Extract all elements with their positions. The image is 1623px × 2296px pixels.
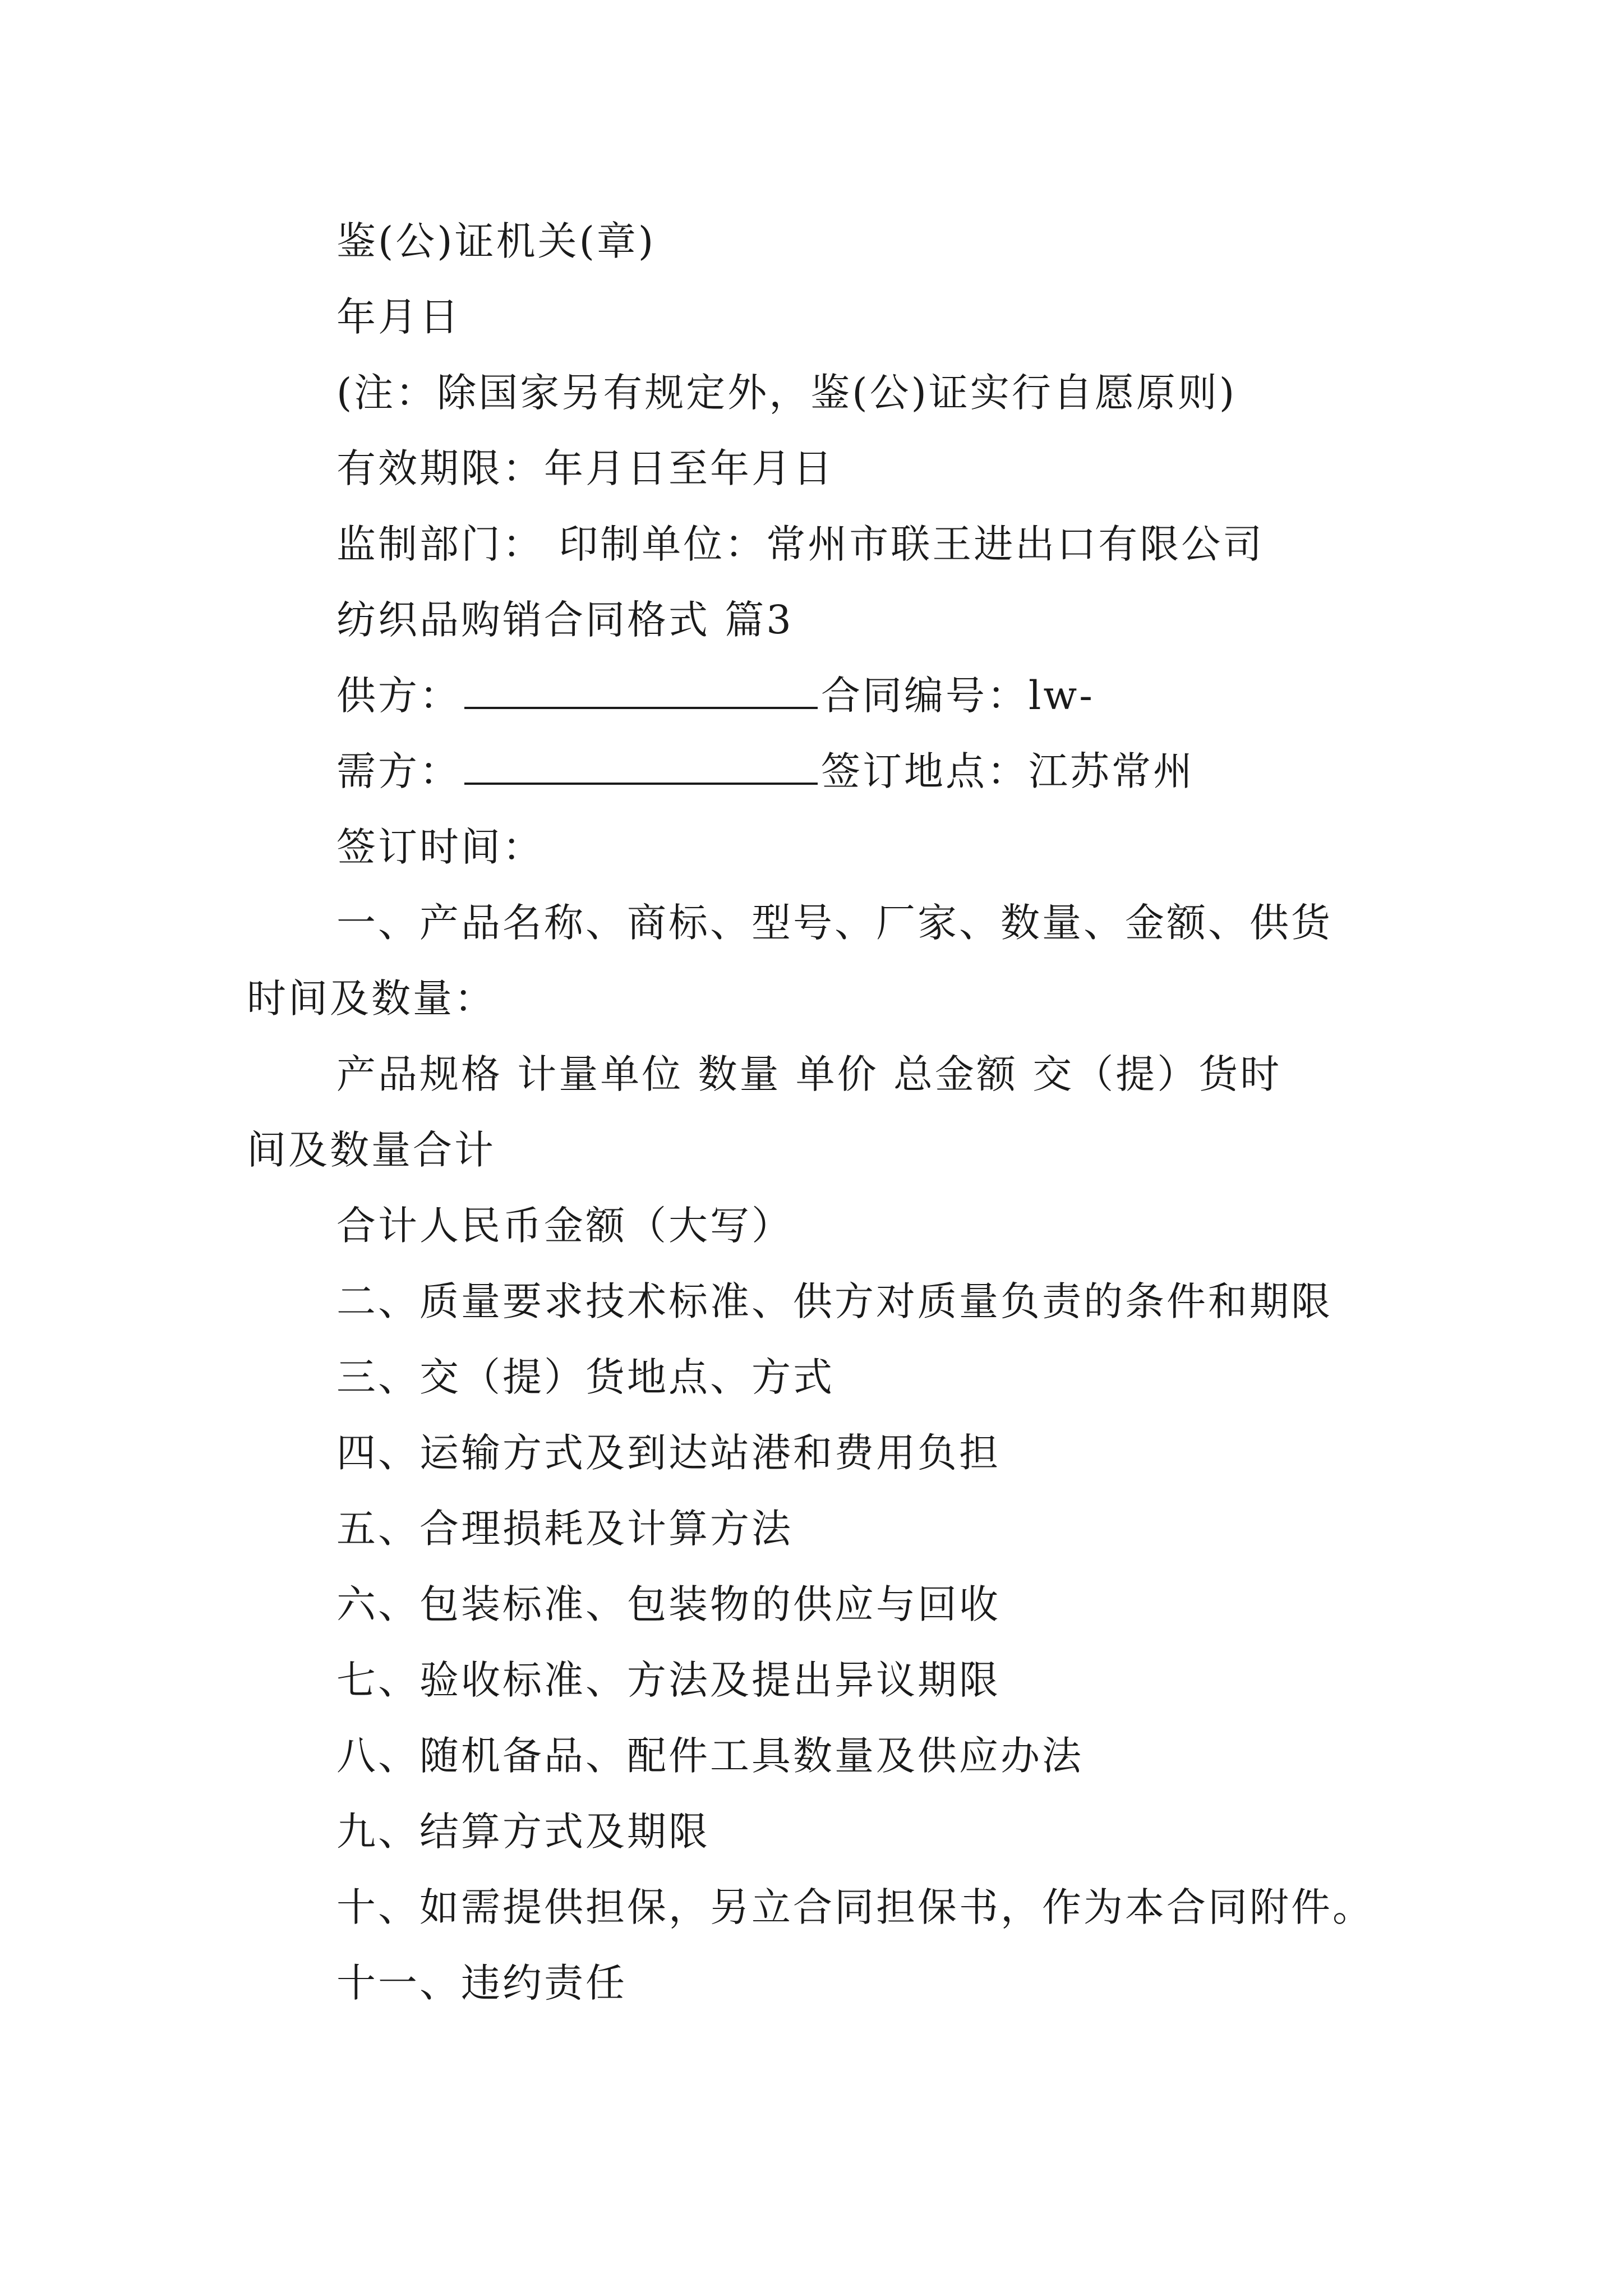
clause-6: 六、包装标准、包装物的供应与回收 — [336, 1581, 1000, 1627]
clause-4: 四、运输方式及到达站港和费用负担 — [336, 1430, 1000, 1476]
notary-seal-line: 鉴(公)证机关(章) — [336, 218, 656, 264]
validity-period: 有效期限：年月日至年月日 — [336, 445, 834, 491]
buyer-line — [336, 746, 1195, 797]
table-header-line2: 间及数量合计 — [247, 1127, 496, 1173]
clause-5: 五、合理损耗及计算方法 — [336, 1506, 793, 1552]
notary-note: (注：除国家另有规定外，鉴(公)证实行自愿原则) — [336, 370, 1237, 416]
clause-8: 八、随机备品、配件工具数量及供应办法 — [336, 1733, 1083, 1779]
contract-number: 合同编号：lw- — [821, 673, 1095, 719]
clause-1-line2: 时间及数量： — [247, 976, 496, 1022]
supplier-blank — [464, 672, 818, 709]
signing-time: 签订时间： — [336, 824, 544, 870]
clause-9: 九、结算方式及期限 — [336, 1809, 710, 1855]
table-header-line1: 产品规格 计量单位 数量 单价 总金额 交（提）货时 — [336, 1051, 1282, 1097]
clause-11: 十一、违约责任 — [336, 1960, 627, 2006]
total-rmb-line: 合计人民币金额（大写） — [336, 1203, 793, 1249]
clause-3: 三、交（提）货地点、方式 — [336, 1354, 834, 1400]
section-title: 纺织品购销合同格式 篇3 — [336, 597, 794, 643]
supplier-label: 供方： — [336, 673, 461, 719]
buyer-label: 需方： — [336, 748, 461, 794]
clause-7: 七、验收标准、方法及提出异议期限 — [336, 1657, 1000, 1703]
buyer-blank — [464, 748, 818, 785]
clause-1-line1: 一、产品名称、商标、型号、厂家、数量、金额、供货 — [336, 900, 1332, 946]
signing-place: 签订地点：江苏常州 — [821, 748, 1195, 794]
supplier-line — [336, 670, 1095, 721]
supervisor-printer-line: 监制部门： 印制单位：常州市联王进出口有限公司 — [336, 521, 1265, 567]
date-line: 年月日 — [336, 294, 461, 340]
clause-10: 十、如需提供担保，另立合同担保书，作为本合同附件。 — [336, 1884, 1374, 1930]
clause-2: 二、质量要求技术标准、供方对质量负责的条件和期限 — [336, 1278, 1332, 1324]
